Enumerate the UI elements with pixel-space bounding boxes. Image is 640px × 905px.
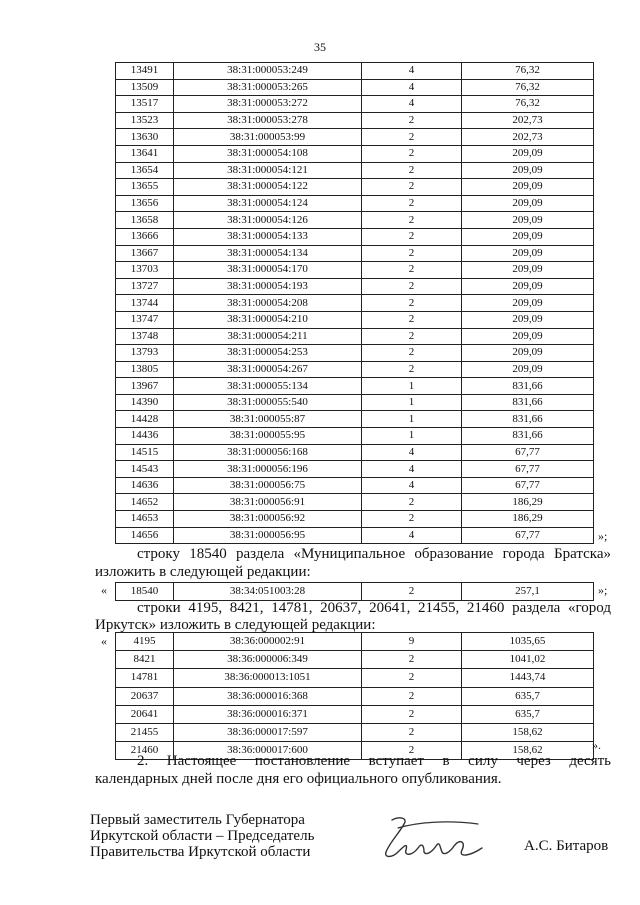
cell-count: 1 <box>362 378 462 395</box>
cell-count: 2 <box>362 245 462 262</box>
cell-cadastral-number: 38:36:000016:371 <box>174 705 362 723</box>
close-quote-main: »; <box>598 529 608 543</box>
para-final-line1: 2. Настоящее постановление вступает в силу через десять <box>137 753 611 769</box>
cell-count: 2 <box>362 583 462 601</box>
cell-cadastral-number: 38:31:000056:75 <box>174 477 362 494</box>
cell-cadastral-number: 38:36:000013:1051 <box>174 669 362 687</box>
cell-row-number: 14543 <box>116 461 174 478</box>
open-quote-irkutsk: « <box>101 634 107 648</box>
cell-cadastral-number: 38:31:000054:170 <box>174 262 362 279</box>
cell-count: 4 <box>362 527 462 544</box>
cell-amount: 67,77 <box>462 461 594 478</box>
cell-count: 2 <box>362 195 462 212</box>
cell-row-number: 14653 <box>116 511 174 528</box>
table-row <box>116 723 594 741</box>
cell-amount: 831,66 <box>462 394 594 411</box>
cell-row-number: 13805 <box>116 361 174 378</box>
cell-cadastral-number: 38:31:000054:126 <box>174 212 362 229</box>
cell-amount: 67,77 <box>462 477 594 494</box>
cell-amount: 635,7 <box>462 705 594 723</box>
cell-row-number: 13655 <box>116 179 174 196</box>
table-row <box>116 583 594 601</box>
cell-cadastral-number: 38:31:000055:87 <box>174 411 362 428</box>
cell-amount: 209,09 <box>462 328 594 345</box>
cell-cadastral-number: 38:31:000054:122 <box>174 179 362 196</box>
cell-amount: 209,09 <box>462 245 594 262</box>
signatory-title <box>90 812 314 860</box>
cell-amount: 209,09 <box>462 262 594 279</box>
cell-row-number: 13523 <box>116 112 174 129</box>
cell-row-number: 13641 <box>116 145 174 162</box>
cell-row-number: 8421 <box>116 651 174 669</box>
cell-cadastral-number: 38:31:000056:196 <box>174 461 362 478</box>
cell-row-number: 14436 <box>116 428 174 445</box>
table-row <box>116 669 594 687</box>
cell-count: 9 <box>362 633 462 651</box>
cell-cadastral-number: 38:36:000016:368 <box>174 687 362 705</box>
cell-cadastral-number: 38:31:000056:95 <box>174 527 362 544</box>
cell-count: 2 <box>362 311 462 328</box>
table-row <box>116 687 594 705</box>
cell-count: 2 <box>362 651 462 669</box>
table-row <box>116 345 594 362</box>
cell-row-number: 20637 <box>116 687 174 705</box>
cell-row-number: 21460 <box>116 742 174 760</box>
cell-cadastral-number: 38:31:000054:210 <box>174 311 362 328</box>
cell-row-number: 14781 <box>116 669 174 687</box>
cell-row-number: 13727 <box>116 278 174 295</box>
cell-amount: 831,66 <box>462 428 594 445</box>
cell-amount: 209,09 <box>462 345 594 362</box>
table-row <box>116 705 594 723</box>
cell-count: 4 <box>362 477 462 494</box>
para-bratsk-line1: строку 18540 раздела «Муниципальное образование города Братска» <box>137 546 611 562</box>
cell-row-number: 13656 <box>116 195 174 212</box>
cell-count: 4 <box>362 79 462 96</box>
cell-amount: 186,29 <box>462 511 594 528</box>
cell-cadastral-number: 38:31:000054:267 <box>174 361 362 378</box>
handwritten-signature <box>378 812 488 864</box>
cell-cadastral-number: 38:31:000056:91 <box>174 494 362 511</box>
table-main <box>115 62 594 544</box>
cell-cadastral-number: 38:31:000054:208 <box>174 295 362 312</box>
cell-amount: 209,09 <box>462 278 594 295</box>
table-irkutsk <box>115 632 594 760</box>
cell-row-number: 14515 <box>116 444 174 461</box>
table-row <box>116 212 594 229</box>
cell-count: 2 <box>362 278 462 295</box>
cell-row-number: 13517 <box>116 96 174 113</box>
cell-count: 2 <box>362 179 462 196</box>
cell-amount: 158,62 <box>462 742 594 760</box>
table-row <box>116 195 594 212</box>
cell-count: 2 <box>362 112 462 129</box>
cell-count: 2 <box>362 262 462 279</box>
cell-row-number: 13793 <box>116 345 174 362</box>
cell-cadastral-number: 38:31:000054:193 <box>174 278 362 295</box>
cell-amount: 67,77 <box>462 527 594 544</box>
cell-count: 2 <box>362 345 462 362</box>
cell-amount: 209,09 <box>462 162 594 179</box>
cell-count: 2 <box>362 669 462 687</box>
cell-row-number: 20641 <box>116 705 174 723</box>
cell-cadastral-number: 38:31:000054:211 <box>174 328 362 345</box>
table-row <box>116 477 594 494</box>
table-row <box>116 295 594 312</box>
cell-count: 2 <box>362 145 462 162</box>
cell-row-number: 13491 <box>116 63 174 80</box>
cell-cadastral-number: 38:31:000054:253 <box>174 345 362 362</box>
cell-amount: 635,7 <box>462 687 594 705</box>
cell-amount: 76,32 <box>462 63 594 80</box>
table-row <box>116 129 594 146</box>
cell-count: 2 <box>362 129 462 146</box>
signatory-name: А.С. Битаров <box>524 838 609 854</box>
cell-count: 2 <box>362 295 462 312</box>
cell-count: 2 <box>362 494 462 511</box>
cell-cadastral-number: 38:31:000053:249 <box>174 63 362 80</box>
cell-amount: 831,66 <box>462 411 594 428</box>
para-irkutsk-line2: Иркутск» изложить в следующей редакции: <box>95 617 376 633</box>
cell-amount: 76,32 <box>462 96 594 113</box>
cell-count: 4 <box>362 444 462 461</box>
cell-amount: 209,09 <box>462 311 594 328</box>
cell-count: 2 <box>362 228 462 245</box>
cell-amount: 209,09 <box>462 212 594 229</box>
cell-cadastral-number: 38:31:000055:95 <box>174 428 362 445</box>
table-row <box>116 361 594 378</box>
table-row <box>116 511 594 528</box>
cell-amount: 1041,02 <box>462 651 594 669</box>
cell-row-number: 13748 <box>116 328 174 345</box>
cell-amount: 67,77 <box>462 444 594 461</box>
cell-cadastral-number: 38:36:000017:600 <box>174 742 362 760</box>
cell-amount: 257,1 <box>462 583 594 601</box>
table-row <box>116 378 594 395</box>
cell-row-number: 13967 <box>116 378 174 395</box>
cell-count: 4 <box>362 63 462 80</box>
para-final-line2: календарных дней после дня его официального опубликования. <box>95 771 502 787</box>
cell-count: 2 <box>362 742 462 760</box>
cell-count: 2 <box>362 705 462 723</box>
table-row <box>116 96 594 113</box>
table-row <box>116 633 594 651</box>
signatory-title-line1: Первый заместитель Губернатора <box>90 812 305 828</box>
cell-count: 2 <box>362 723 462 741</box>
cell-cadastral-number: 38:31:000055:540 <box>174 394 362 411</box>
table-row <box>116 262 594 279</box>
cell-count: 1 <box>362 428 462 445</box>
table-row <box>116 311 594 328</box>
table-row <box>116 394 594 411</box>
para-bratsk-line2: изложить в следующей редакции: <box>95 564 311 580</box>
cell-amount: 209,09 <box>462 361 594 378</box>
cell-cadastral-number: 38:31:000054:134 <box>174 245 362 262</box>
table-row <box>116 411 594 428</box>
cell-cadastral-number: 38:31:000053:278 <box>174 112 362 129</box>
cell-amount: 158,62 <box>462 723 594 741</box>
cell-count: 2 <box>362 162 462 179</box>
cell-amount: 1443,74 <box>462 669 594 687</box>
table-row <box>116 162 594 179</box>
table-row <box>116 494 594 511</box>
table-row <box>116 228 594 245</box>
cell-cadastral-number: 38:31:000054:121 <box>174 162 362 179</box>
signatory-title-line3: Правительства Иркутской области <box>90 844 311 860</box>
cell-amount: 186,29 <box>462 494 594 511</box>
cell-cadastral-number: 38:31:000054:108 <box>174 145 362 162</box>
table-row <box>116 444 594 461</box>
cell-amount: 209,09 <box>462 179 594 196</box>
cell-cadastral-number: 38:31:000055:134 <box>174 378 362 395</box>
cell-cadastral-number: 38:31:000053:272 <box>174 96 362 113</box>
table-row <box>116 179 594 196</box>
table-row <box>116 328 594 345</box>
table-row <box>116 461 594 478</box>
cell-count: 2 <box>362 511 462 528</box>
cell-amount: 1035,65 <box>462 633 594 651</box>
table-row <box>116 278 594 295</box>
cell-row-number: 14636 <box>116 477 174 494</box>
cell-count: 2 <box>362 361 462 378</box>
cell-row-number: 13703 <box>116 262 174 279</box>
signatory-title-line2: Иркутской области – Председатель <box>90 828 315 844</box>
cell-row-number: 14656 <box>116 527 174 544</box>
cell-count: 1 <box>362 394 462 411</box>
table-row <box>116 79 594 96</box>
cell-count: 4 <box>362 96 462 113</box>
cell-cadastral-number: 38:36:000017:597 <box>174 723 362 741</box>
cell-cadastral-number: 38:31:000056:168 <box>174 444 362 461</box>
cell-cadastral-number: 38:34:051003:28 <box>174 583 362 601</box>
cell-amount: 209,09 <box>462 145 594 162</box>
cell-count: 2 <box>362 328 462 345</box>
cell-cadastral-number: 38:31:000054:133 <box>174 228 362 245</box>
page-number: 35 <box>314 40 326 54</box>
cell-row-number: 13667 <box>116 245 174 262</box>
table-row <box>116 428 594 445</box>
cell-row-number: 13747 <box>116 311 174 328</box>
cell-count: 1 <box>362 411 462 428</box>
cell-amount: 76,32 <box>462 79 594 96</box>
cell-amount: 209,09 <box>462 228 594 245</box>
cell-row-number: 14652 <box>116 494 174 511</box>
cell-amount: 202,73 <box>462 112 594 129</box>
cell-row-number: 13744 <box>116 295 174 312</box>
open-quote-bratsk: « <box>101 583 107 597</box>
table-row <box>116 527 594 544</box>
cell-cadastral-number: 38:31:000053:99 <box>174 129 362 146</box>
cell-count: 2 <box>362 687 462 705</box>
cell-row-number: 13630 <box>116 129 174 146</box>
cell-cadastral-number: 38:31:000054:124 <box>174 195 362 212</box>
cell-row-number: 13509 <box>116 79 174 96</box>
cell-row-number: 14428 <box>116 411 174 428</box>
cell-row-number: 21455 <box>116 723 174 741</box>
close-quote-bratsk: »; <box>598 583 608 597</box>
para-irkutsk-line1: строки 4195, 8421, 14781, 20637, 20641, 21455, 21460 раздела «город <box>137 600 611 616</box>
cell-amount: 202,73 <box>462 129 594 146</box>
table-row <box>116 651 594 669</box>
table-row <box>116 145 594 162</box>
table-row <box>116 63 594 80</box>
cell-amount: 209,09 <box>462 295 594 312</box>
cell-amount: 209,09 <box>462 195 594 212</box>
cell-cadastral-number: 38:31:000056:92 <box>174 511 362 528</box>
cell-row-number: 13654 <box>116 162 174 179</box>
table-row <box>116 245 594 262</box>
cell-cadastral-number: 38:36:000002:91 <box>174 633 362 651</box>
cell-row-number: 18540 <box>116 583 174 601</box>
close-quote-irkutsk: ». <box>592 738 601 752</box>
cell-row-number: 4195 <box>116 633 174 651</box>
cell-count: 2 <box>362 212 462 229</box>
cell-cadastral-number: 38:31:000053:265 <box>174 79 362 96</box>
table-row <box>116 112 594 129</box>
cell-row-number: 13666 <box>116 228 174 245</box>
cell-count: 4 <box>362 461 462 478</box>
cell-row-number: 14390 <box>116 394 174 411</box>
cell-amount: 831,66 <box>462 378 594 395</box>
cell-cadastral-number: 38:36:000006:349 <box>174 651 362 669</box>
cell-row-number: 13658 <box>116 212 174 229</box>
